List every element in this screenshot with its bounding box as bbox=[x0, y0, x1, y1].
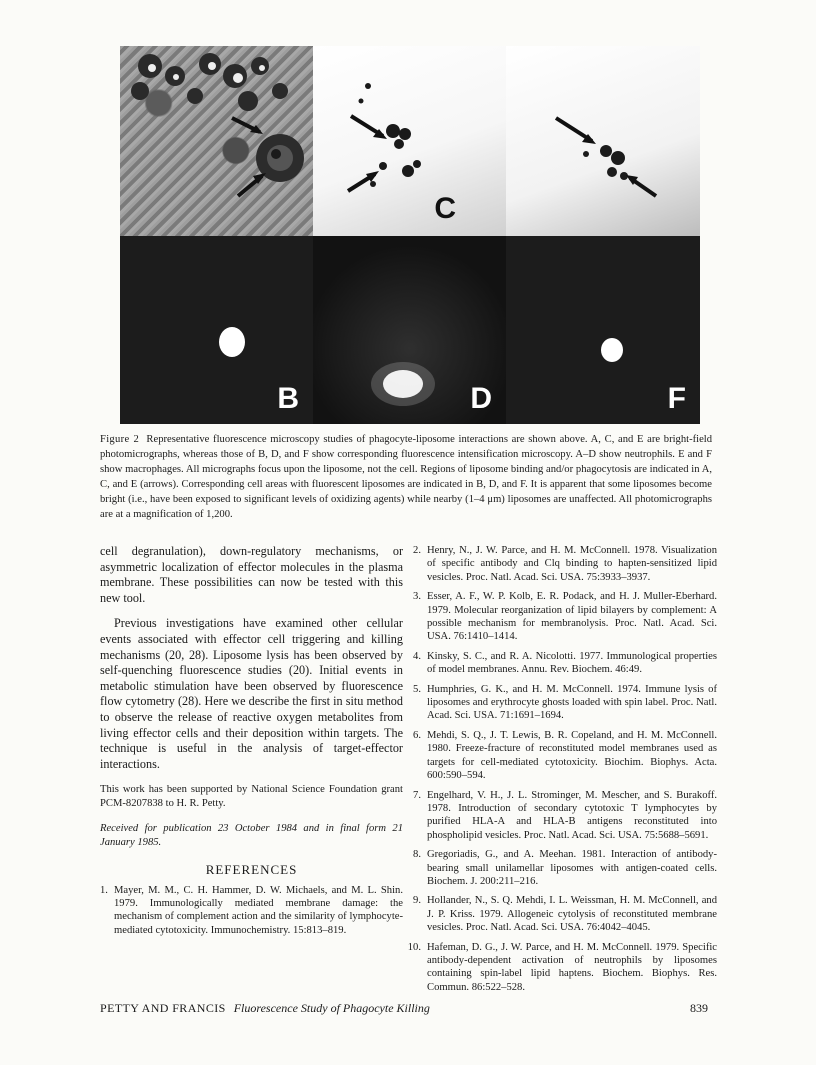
caption-text: Representative fluorescence microscopy studies of phagocyte-liposome interactions are shown above. A, C, and E are bright-field photomicrographs, whereas those of B, D, and F show corresponding fluorescence intensification microscopy. A–D show neutrophils. E and F show macrophages. All micrographs focus upon the liposome, not the cell. Regions of liposome binding and/or phagocytosis are indicated in A, C, and E (arrows). Corresponding cell areas with fluorescent liposomes are indicated in B, D, and F. It is apparent that some liposomes become bright (i.e., have been exposed to significant levels of oxidizing agents) while nearby (1–4 μm) liposomes are unaffected. All photomicrographs are at a magnification of 1,200. bbox=[100, 434, 713, 520]
reference-item: 4. Kinsky, S. C., and R. A. Nicolotti. 1977. Immunological properties of model membranes. Annu. Rev. Biochem. 46:49. bbox=[413, 650, 717, 676]
body-paragraph-2: Previous investigations have examined other cellular events associated with effector cell triggering and killing mechanisms (20, 28). Liposome lysis has been observed by self-quenching fluorescence studies (20). Initial events in metabolic stimulation have been observed by fluorescence flow cytometry (28). Here we describe the first in situ method to observe the release of reactive oxygen metabolites from living effector cells and their deposition within targets. The technique is useful in the analysis of target-effector interactions. bbox=[100, 616, 403, 771]
left-column bbox=[100, 544, 403, 943]
panel-label-b: B bbox=[277, 382, 299, 415]
panel-label-f: F bbox=[667, 382, 686, 415]
micrograph-e-image bbox=[506, 46, 700, 236]
micrograph-c-image bbox=[313, 46, 506, 236]
reference-item: 3. Esser, A. F., W. P. Kolb, E. R. Podack, and H. J. Muller-Eberhard. 1979. Molecular reorganization of lipid bilayers by complement: A possible mechanism for membranolysis. Proc. Natl. Acad. Sci. USA. 76:1410–1414. bbox=[413, 591, 717, 643]
fluorescence-panel-b bbox=[120, 236, 313, 424]
figure-label: Figure 2 bbox=[100, 434, 140, 445]
footer-title: Fluorescence Study of Phagocyte Killing bbox=[233, 1001, 430, 1015]
micrograph-panel-c bbox=[313, 46, 506, 236]
reference-item: 2. Henry, N., J. W. Parce, and H. M. McConnell. 1978. Visualization of specific antibody and Clq binding to hapten-sensitized lipid vesicles. Proc. Natl. Acad. Sci. USA. 75:3933–3937. bbox=[413, 545, 717, 583]
running-footer bbox=[100, 1001, 430, 1016]
reference-item: 9. Hollander, N., S. Q. Mehdi, I. L. Weissman, H. M. McConnell, and J. P. Kriss. 1979. Allogeneic cytolysis of reconstituted membrane vesicles. Proc. Natl. Acad. Sci. USA. 76:4042–4045. bbox=[413, 895, 717, 934]
reference-item: 1. Mayer, M. M., C. H. Hammer, D. W. Michaels, and M. L. Shin. 1979. Immunologically mediated membrane damage: the mechanism of complement action and the similarity of lymphocyte-mediated cytotoxicity. Immunochemistry. 15:813–819. bbox=[100, 884, 403, 936]
micrograph-panel-a bbox=[120, 46, 313, 236]
footer-authors: PETTY AND FRANCIS bbox=[100, 1001, 226, 1015]
references-heading: REFERENCES bbox=[205, 861, 298, 877]
reference-item: 8. Gregoriadis, G., and A. Meehan. 1981. Interaction of antibody-bearing small unilamellar liposomes with antigen-coated cells. Biochem. J. 200:211–216. bbox=[413, 849, 717, 887]
reference-item: 6. Mehdi, S. Q., J. T. Lewis, B. R. Copeland, and H. M. McConnell. 1980. Freeze-fracture of reconstituted model membranes used as targets for cell-mediated cytotoxicity. Biochim. Biophys. Acta. 600:590–594. bbox=[413, 729, 717, 782]
acknowledgment: This work has been supported by National Science Foundation grant PCM-8207838 to H. R. Petty. bbox=[100, 784, 403, 810]
reference-item: 7. Engelhard, V. H., J. L. Strominger, M. Mescher, and S. Burakoff. 1978. Introduction of secondary cytotoxic T lymphocytes by purified HLA-A and HLA-B antigens reconstituted into phospholipid vesicles. Proc. Natl. Acad. Sci. USA. 75:5688–5691. bbox=[413, 789, 717, 841]
right-column bbox=[405, 544, 717, 1000]
fluorescence-panel-d bbox=[313, 236, 506, 424]
micrograph-a-image bbox=[120, 46, 313, 236]
figure-2 bbox=[120, 46, 700, 424]
micrograph-panel-e bbox=[506, 46, 700, 236]
body-paragraph-1: cell degranulation), down-regulatory mechanisms, or asymmetric localization of effector molecules in the plasma membrane. These possibilities can now be tested with this new tool. bbox=[100, 544, 403, 605]
reference-item: 10. Hafeman, D. G., J. W. Parce, and H. M. McConnell. 1979. Specific antibody-dependent activation of neutrophils by liposomes containing spin-label lipid haptens. Biochem. Biophys. Res. Commun. 86:522–528. bbox=[407, 941, 717, 993]
received-date: Received for publication 23 October 1984 and in final form 21 January 1985. bbox=[100, 822, 403, 848]
figure-caption bbox=[100, 432, 712, 522]
reference-item: 5. Humphries, G. K., and H. M. McConnell. 1974. Immune lysis of liposomes and erythrocyte ghosts loaded with spin label. Proc. Natl. Acad. Sci. USA. 71:1691–1694. bbox=[413, 683, 717, 722]
panel-label-c: C bbox=[434, 192, 456, 225]
fluorescence-panel-f bbox=[506, 236, 700, 424]
panel-label-d: D bbox=[470, 382, 492, 415]
page-number: 839 bbox=[690, 1001, 708, 1015]
